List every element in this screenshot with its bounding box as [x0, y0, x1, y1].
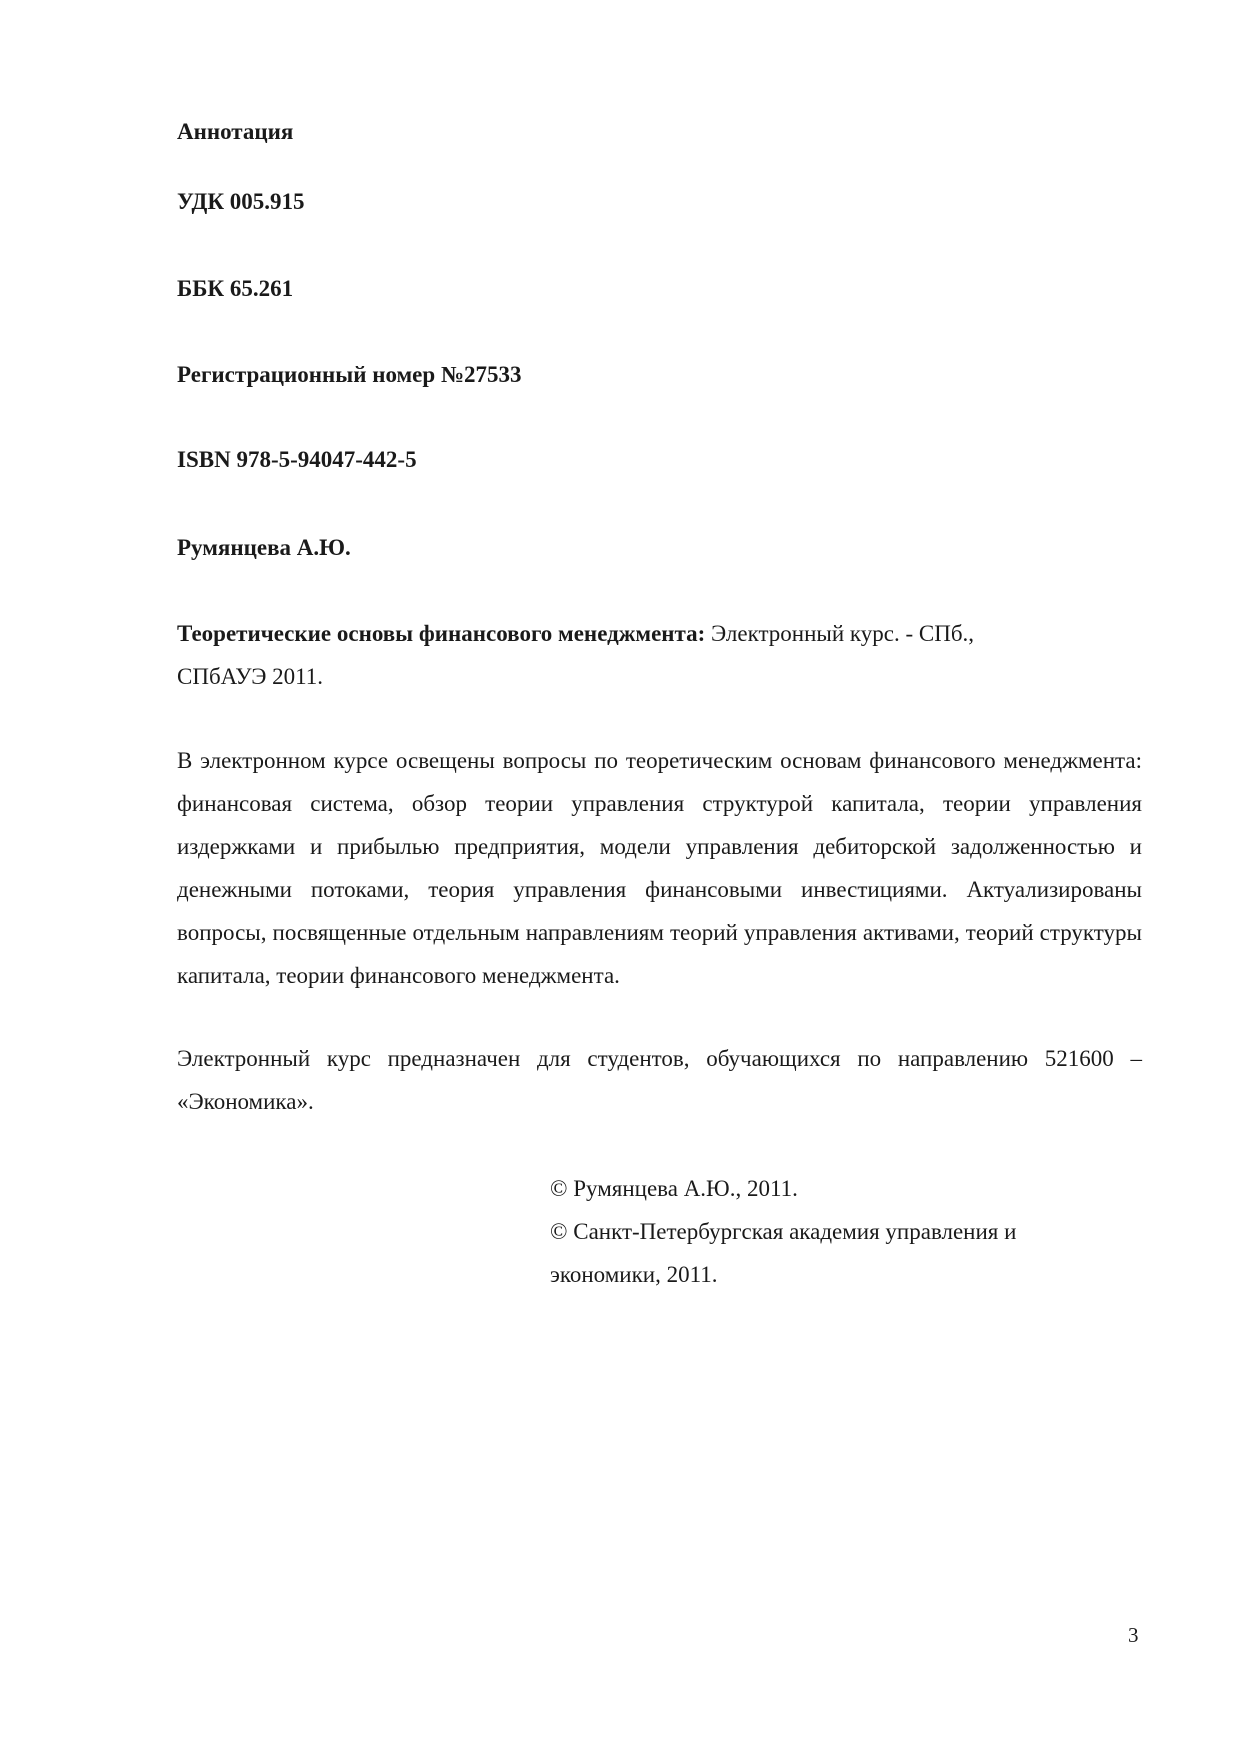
course-description: В электронном курсе освещены вопросы по теоретическим основам финансового менеджмента: финансовая система, обзор теории управления структурой капитала, теории управления издержками и прибылью предприятия, модели управления дебиторской задолженностью и денежными потоками, теория управления финансовыми инвестициями. Актуализированы вопросы, посвященные отдельным направлениям теорий управления активами, теорий структуры капитала, теории финансового менеджмента.: [177, 748, 1142, 988]
udk-code: УДК 005.915: [177, 189, 305, 214]
course-title: Теоретические основы финансового менеджмента:: [177, 621, 706, 646]
copyright-academy-line2: экономики, 2011.: [550, 1262, 718, 1287]
bbk-code: ББК 65.261: [177, 276, 294, 301]
page-number: 3: [1128, 1623, 1139, 1647]
copyright-author: © Румянцева А.Ю., 2011.: [550, 1176, 798, 1201]
registration-number: Регистрационный номер №27533: [177, 362, 522, 387]
annotation-heading: Аннотация: [177, 119, 294, 144]
audience-statement: Электронный курс предназначен для студентов, обучающихся по направлению 521600 – «Экономика».: [177, 1046, 1142, 1114]
copyright-academy-line1: © Санкт-Петербургская академия управления и: [550, 1219, 1017, 1244]
copyright-block: [550, 1167, 1110, 1296]
bibliographic-rest-line2: СПбАУЭ 2011.: [177, 664, 324, 689]
bibliographic-rest-line1: Электронный курс. - СПб.,: [705, 621, 975, 646]
author: Румянцева А.Ю.: [177, 535, 351, 560]
isbn: ISBN 978-5-94047-442-5: [177, 447, 417, 472]
bibliographic-entry: [177, 612, 1142, 698]
